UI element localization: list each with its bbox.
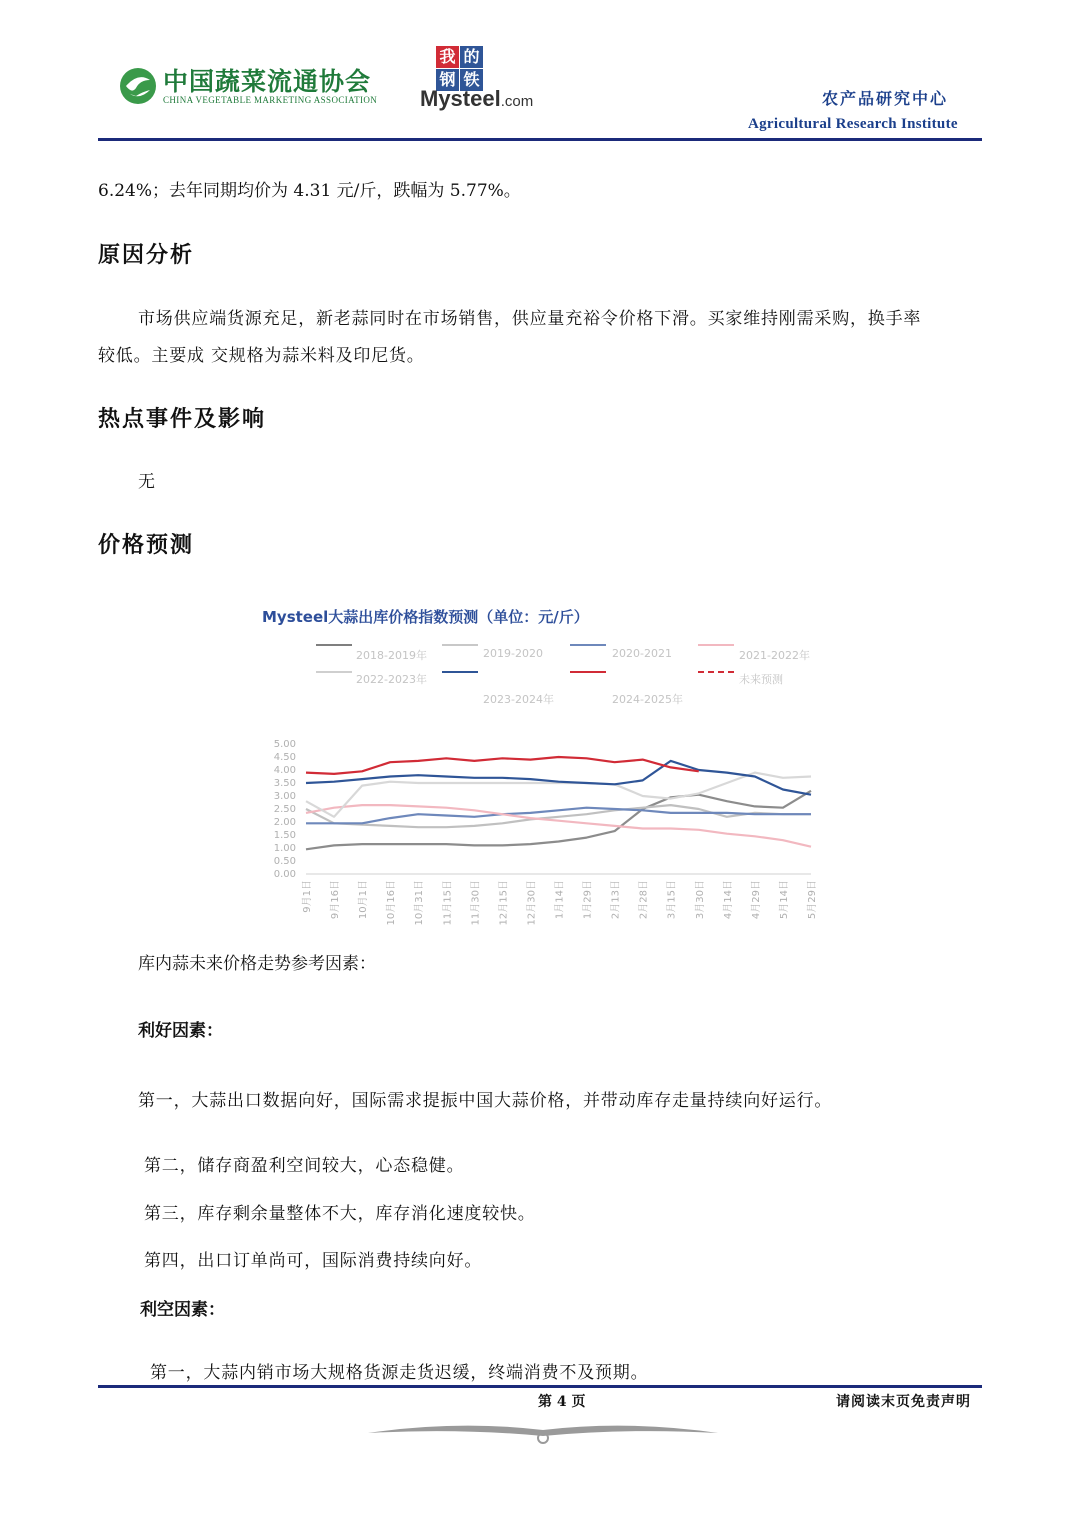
legend-label: 未来预测 (739, 673, 783, 686)
x-tick-label: 12月15日 (498, 880, 510, 926)
legend-label: 2019-2020 (483, 647, 543, 660)
association-name-en: CHINA VEGETABLE MARKETING ASSOCIATION (163, 95, 378, 105)
x-tick-label: 4月29日 (750, 880, 762, 920)
x-tick-label: 5月14日 (778, 880, 790, 920)
positive-factor-item: 第一，大蒜出口数据向好，国际需求提振中国大蒜价格，并带动库存走量持续向好运行。 (138, 1091, 833, 1111)
x-tick-label: 11月30日 (470, 880, 482, 926)
y-tick-label: 0.50 (273, 856, 296, 867)
legend-label: 2018-2019年 (356, 649, 427, 662)
mysteel-logo-char: 铁 (460, 69, 483, 91)
x-tick-label: 9月1日 (302, 880, 313, 913)
legend-label: 2023-2024年 (483, 693, 554, 706)
positive-factors-title: 利好因素： (138, 1021, 223, 1041)
positive-factor-item: 第二，储存商盈利空间较大，心态稳健。 (144, 1156, 465, 1176)
x-tick-label: 10月1日 (358, 880, 370, 920)
x-tick-label: 3月15日 (666, 880, 678, 920)
footer-rule (98, 1385, 982, 1388)
legend-label: 2024-2025年 (612, 693, 683, 706)
mysteel-word: Mysteel (420, 86, 501, 111)
negative-factors-title: 利空因素： (140, 1300, 225, 1320)
positive-factor-item: 第三，库存剩余量整体不大，库存消化速度较快。 (144, 1204, 536, 1224)
x-tick-label: 1月29日 (582, 880, 594, 920)
legend-swatch (316, 644, 352, 646)
footer-ornament-icon (368, 1418, 718, 1448)
legend-label: 2021-2022年 (739, 649, 810, 662)
legend-swatch (442, 644, 478, 646)
association-name-cn: 中国蔬菜流通协会 (163, 67, 372, 96)
y-tick-label: 5.00 (273, 739, 296, 750)
legend-label: 2020-2021 (612, 647, 672, 660)
x-tick-label: 12月30日 (526, 880, 538, 926)
x-tick-label: 2月13日 (610, 880, 622, 920)
chart-title: Mysteel大蒜出库价格指数预测（单位：元/斤） (262, 608, 589, 626)
x-tick-label: 10月31日 (414, 880, 426, 926)
y-tick-label: 1.00 (273, 843, 296, 854)
legend-swatch (442, 671, 478, 673)
negative-factor-item: 第一，大蒜内销市场大规格货源走货迟缓，终端消费不及预期。 (150, 1363, 649, 1383)
y-tick-label: 0.00 (273, 869, 296, 880)
legend-swatch (570, 644, 606, 646)
y-tick-label: 4.50 (273, 752, 296, 763)
mysteel-logo-char: 钢 (436, 69, 459, 91)
legend-swatch-dashed (698, 671, 734, 673)
legend-swatch (698, 644, 734, 646)
x-tick-label: 1月14日 (554, 880, 566, 920)
y-tick-label: 3.50 (273, 778, 296, 789)
institute-name-cn: 农产品研究中心 (822, 89, 949, 108)
section-title-hot-events: 热点事件及影响 (98, 406, 267, 432)
mysteel-logo-char: 的 (460, 46, 483, 68)
y-tick-label: 2.50 (273, 804, 296, 815)
section-title-cause: 原因分析 (98, 242, 195, 268)
mysteel-wordmark (420, 86, 533, 112)
association-logo-icon (118, 66, 158, 106)
mysteel-logo-char: 我 (436, 46, 459, 68)
intro-line: 6.24%；去年同期均价为 4.31 元/斤，跌幅为 5.77%。 (98, 181, 521, 201)
price-index-chart (256, 730, 826, 930)
header-rule (98, 138, 982, 141)
mysteel-suffix: .com (500, 93, 534, 110)
y-tick-label: 4.00 (273, 765, 296, 776)
series-line (306, 805, 811, 827)
x-tick-label: 9月16日 (330, 880, 342, 920)
legend-label: 2022-2023年 (356, 673, 427, 686)
legend-swatch (316, 671, 352, 673)
hot-events-content: 无 (138, 472, 155, 492)
cause-paragraph-line1: 市场供应端货源充足，新老蒜同时在市场销售，供应量充裕令价格下滑。买家维持刚需采购，换手率 (138, 309, 922, 329)
x-tick-label: 5月29日 (807, 880, 818, 920)
x-tick-label: 10月16日 (386, 880, 398, 926)
positive-factor-item: 第四，出口订单尚可，国际消费持续向好。 (144, 1251, 483, 1271)
y-tick-label: 1.50 (273, 830, 296, 841)
section-title-forecast: 价格预测 (98, 532, 195, 558)
disclaimer-note: 请阅读末页免责声明 (836, 1394, 971, 1410)
x-tick-label: 2月28日 (638, 880, 650, 920)
y-tick-label: 2.00 (273, 817, 296, 828)
institute-name-en: Agricultural Research Institute (748, 116, 958, 132)
x-tick-label: 3月30日 (694, 880, 706, 920)
factors-intro: 库内蒜未来价格走势参考因素： (138, 954, 376, 974)
page-number: 第 4 页 (538, 1394, 586, 1410)
legend-swatch (570, 671, 606, 673)
series-line (306, 757, 699, 774)
x-tick-label: 11月15日 (442, 880, 454, 926)
x-tick-label: 4月14日 (722, 880, 734, 920)
y-tick-label: 3.00 (273, 791, 296, 802)
cause-paragraph-line2: 较低。主要成 交规格为蒜米料及印尼货。 (98, 346, 425, 366)
